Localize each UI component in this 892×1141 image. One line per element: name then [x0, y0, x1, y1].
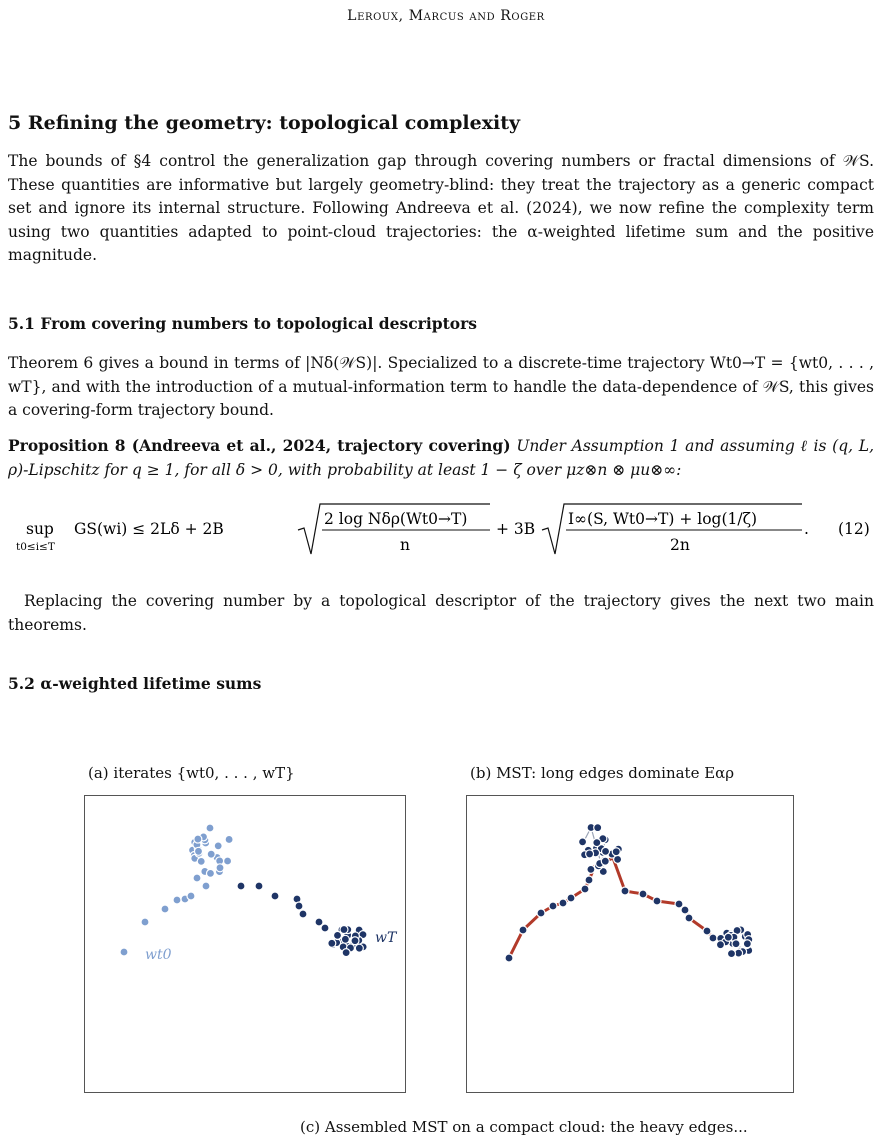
- mst-node-cluster-b: [724, 933, 732, 941]
- iterate-point-mid: [255, 882, 263, 890]
- iterate-point-cluster-a: [207, 850, 215, 858]
- section-5-1-text: Theorem 6 gives a bound in terms of |Nδ(𝒲S)|. Specialized to a discrete-time trajectory Wt0→T = {wt0, . . . , wT}, and with the introduction of a mutual-information term to handle the data-dependence of 𝒲S, this gives a covering-form trajectory bound.: [8, 354, 874, 419]
- panel-b-plot: [467, 796, 793, 1092]
- iterate-point-cluster-b: [342, 949, 350, 957]
- iterate-point-early: [141, 918, 149, 926]
- mst-node: [621, 887, 629, 895]
- iterate-point-mid: [271, 892, 279, 900]
- mst-node-cluster-b: [716, 941, 724, 949]
- after-equation-text: Replacing the covering number by a topological descriptor of the trajectory gives the next two main theorems.: [8, 592, 874, 634]
- eq-plus: + 3B: [496, 520, 536, 538]
- iterate-point-cluster-b: [333, 931, 341, 939]
- mst-node: [559, 899, 567, 907]
- mst-node: [567, 894, 575, 902]
- iterate-point-cluster-b: [328, 939, 336, 947]
- mst-node-cluster-a: [601, 857, 609, 865]
- mst-node-cluster-a: [587, 865, 595, 873]
- iterate-point-cluster-b: [340, 926, 348, 934]
- mst-node: [581, 885, 589, 893]
- iterate-point-cluster-a: [225, 835, 233, 843]
- proposition-title: Proposition 8 (Andreeva et al., 2024, trajectory covering): [8, 436, 511, 455]
- proposition-body: Under Assumption 1 and assuming ℓ is (q, L, ρ)-Lipschitz for q ≥ 1, for all δ > 0, with probability at least 1 − ζ over μz⊗n ⊗ μu⊗∞:: [8, 437, 874, 479]
- mst-node-cluster-a: [614, 855, 622, 863]
- panel-a-label: (a) iterates {wt0, . . . , wT}: [88, 764, 295, 782]
- mst-node-cluster-b: [743, 940, 751, 948]
- mst-node-cluster-b: [727, 950, 735, 958]
- panel-a: [84, 795, 406, 1093]
- mst-node: [681, 906, 689, 914]
- iterate-point-early: [193, 874, 201, 882]
- iterate-point-cluster-b: [351, 937, 359, 945]
- iterate-point-mid: [299, 910, 307, 918]
- eq-lhs: GS(wi) ≤ 2Lδ + 2B: [74, 520, 224, 538]
- mst-node-cluster-a: [612, 848, 620, 856]
- eq-number: (12): [838, 520, 870, 538]
- section-5-2-title: 5.2 α-weighted lifetime sums: [8, 674, 262, 693]
- mst-node-cluster-a: [593, 839, 601, 847]
- mst-node-cluster-a: [579, 838, 587, 846]
- section-5-1-title: 5.1 From covering numbers to topological descriptors: [8, 314, 477, 333]
- mst-node: [653, 897, 661, 905]
- iterate-point-cluster-a: [194, 835, 202, 843]
- section-5-intro: The bounds of §4 control the generalization gap through covering numbers or fractal dimensions of 𝒲S. These quantities are informative but largely geometry-blind: they treat the trajectory as a generic compact set and ignore its internal structure. Following Andreeva et al. (2024), we now refine the complexity term using two quantities adapted to point-cloud trajectories: the α-weighted lifetime sum and the positive magnitude.: [8, 152, 874, 264]
- mst-node-cluster-a: [586, 850, 594, 858]
- iterate-point-cluster-a: [194, 847, 202, 855]
- eq-frac1-den: n: [400, 536, 410, 554]
- eq-sup: sup: [26, 520, 54, 538]
- mst-node: [519, 926, 527, 934]
- mst-node: [537, 909, 545, 917]
- iterate-point-early: [120, 948, 128, 956]
- iterate-point-early: [202, 882, 210, 890]
- eq-frac1-num: 2 log Nδρ(Wt0→T): [324, 510, 468, 528]
- mst-node: [685, 914, 693, 922]
- eq-frac2-den: 2n: [670, 536, 690, 554]
- panel-b-label: (b) MST: long edges dominate Eαρ: [470, 764, 735, 782]
- iterate-point-cluster-b: [355, 944, 363, 952]
- mst-node: [585, 876, 593, 884]
- iterate-point-cluster-a: [197, 857, 205, 865]
- mst-node: [639, 890, 647, 898]
- mst-node: [709, 934, 717, 942]
- equation-12: [8, 490, 874, 580]
- mst-long-edge: [509, 930, 523, 958]
- mst-node: [505, 954, 513, 962]
- iterate-point-cluster-a: [206, 869, 214, 877]
- iterate-point-mid: [295, 902, 303, 910]
- proposition-8: [8, 434, 874, 482]
- iterate-point-cluster-a: [214, 842, 222, 850]
- label-w-t0: wt0: [145, 947, 172, 963]
- panel-a-plot: [85, 796, 405, 1092]
- mst-node-cluster-a: [602, 847, 610, 855]
- mst-node-cluster-a: [594, 824, 602, 832]
- iterate-point-cluster-b: [341, 935, 349, 943]
- mst-node-cluster-b: [732, 940, 740, 948]
- section-5-title: 5 Refining the geometry: topological complexity: [8, 112, 521, 134]
- mst-node: [703, 927, 711, 935]
- iterate-point-cluster-a: [224, 857, 232, 865]
- iterate-point-cluster-a: [216, 864, 224, 872]
- iterate-point-early: [161, 905, 169, 913]
- mst-node: [549, 902, 557, 910]
- panel-b: [466, 795, 794, 1093]
- running-head: Leroux, Marcus and Roger: [347, 8, 545, 24]
- equation-graphic: [8, 490, 874, 580]
- iterate-point-mid: [237, 882, 245, 890]
- label-w-T: wT: [375, 930, 397, 946]
- iterate-point-early: [173, 896, 181, 904]
- eq-frac2-num: I∞(S, Wt0→T) + log(1/ζ): [568, 510, 758, 528]
- eq-sup-range: t0≤i≤T: [16, 541, 55, 553]
- figure-caption: (c) Assembled MST on a compact cloud: the heavy edges...: [300, 1118, 748, 1136]
- iterate-point-early: [187, 892, 195, 900]
- eq-period: .: [804, 520, 809, 538]
- iterate-point-mid: [321, 924, 329, 932]
- iterate-point-cluster-a: [206, 824, 214, 832]
